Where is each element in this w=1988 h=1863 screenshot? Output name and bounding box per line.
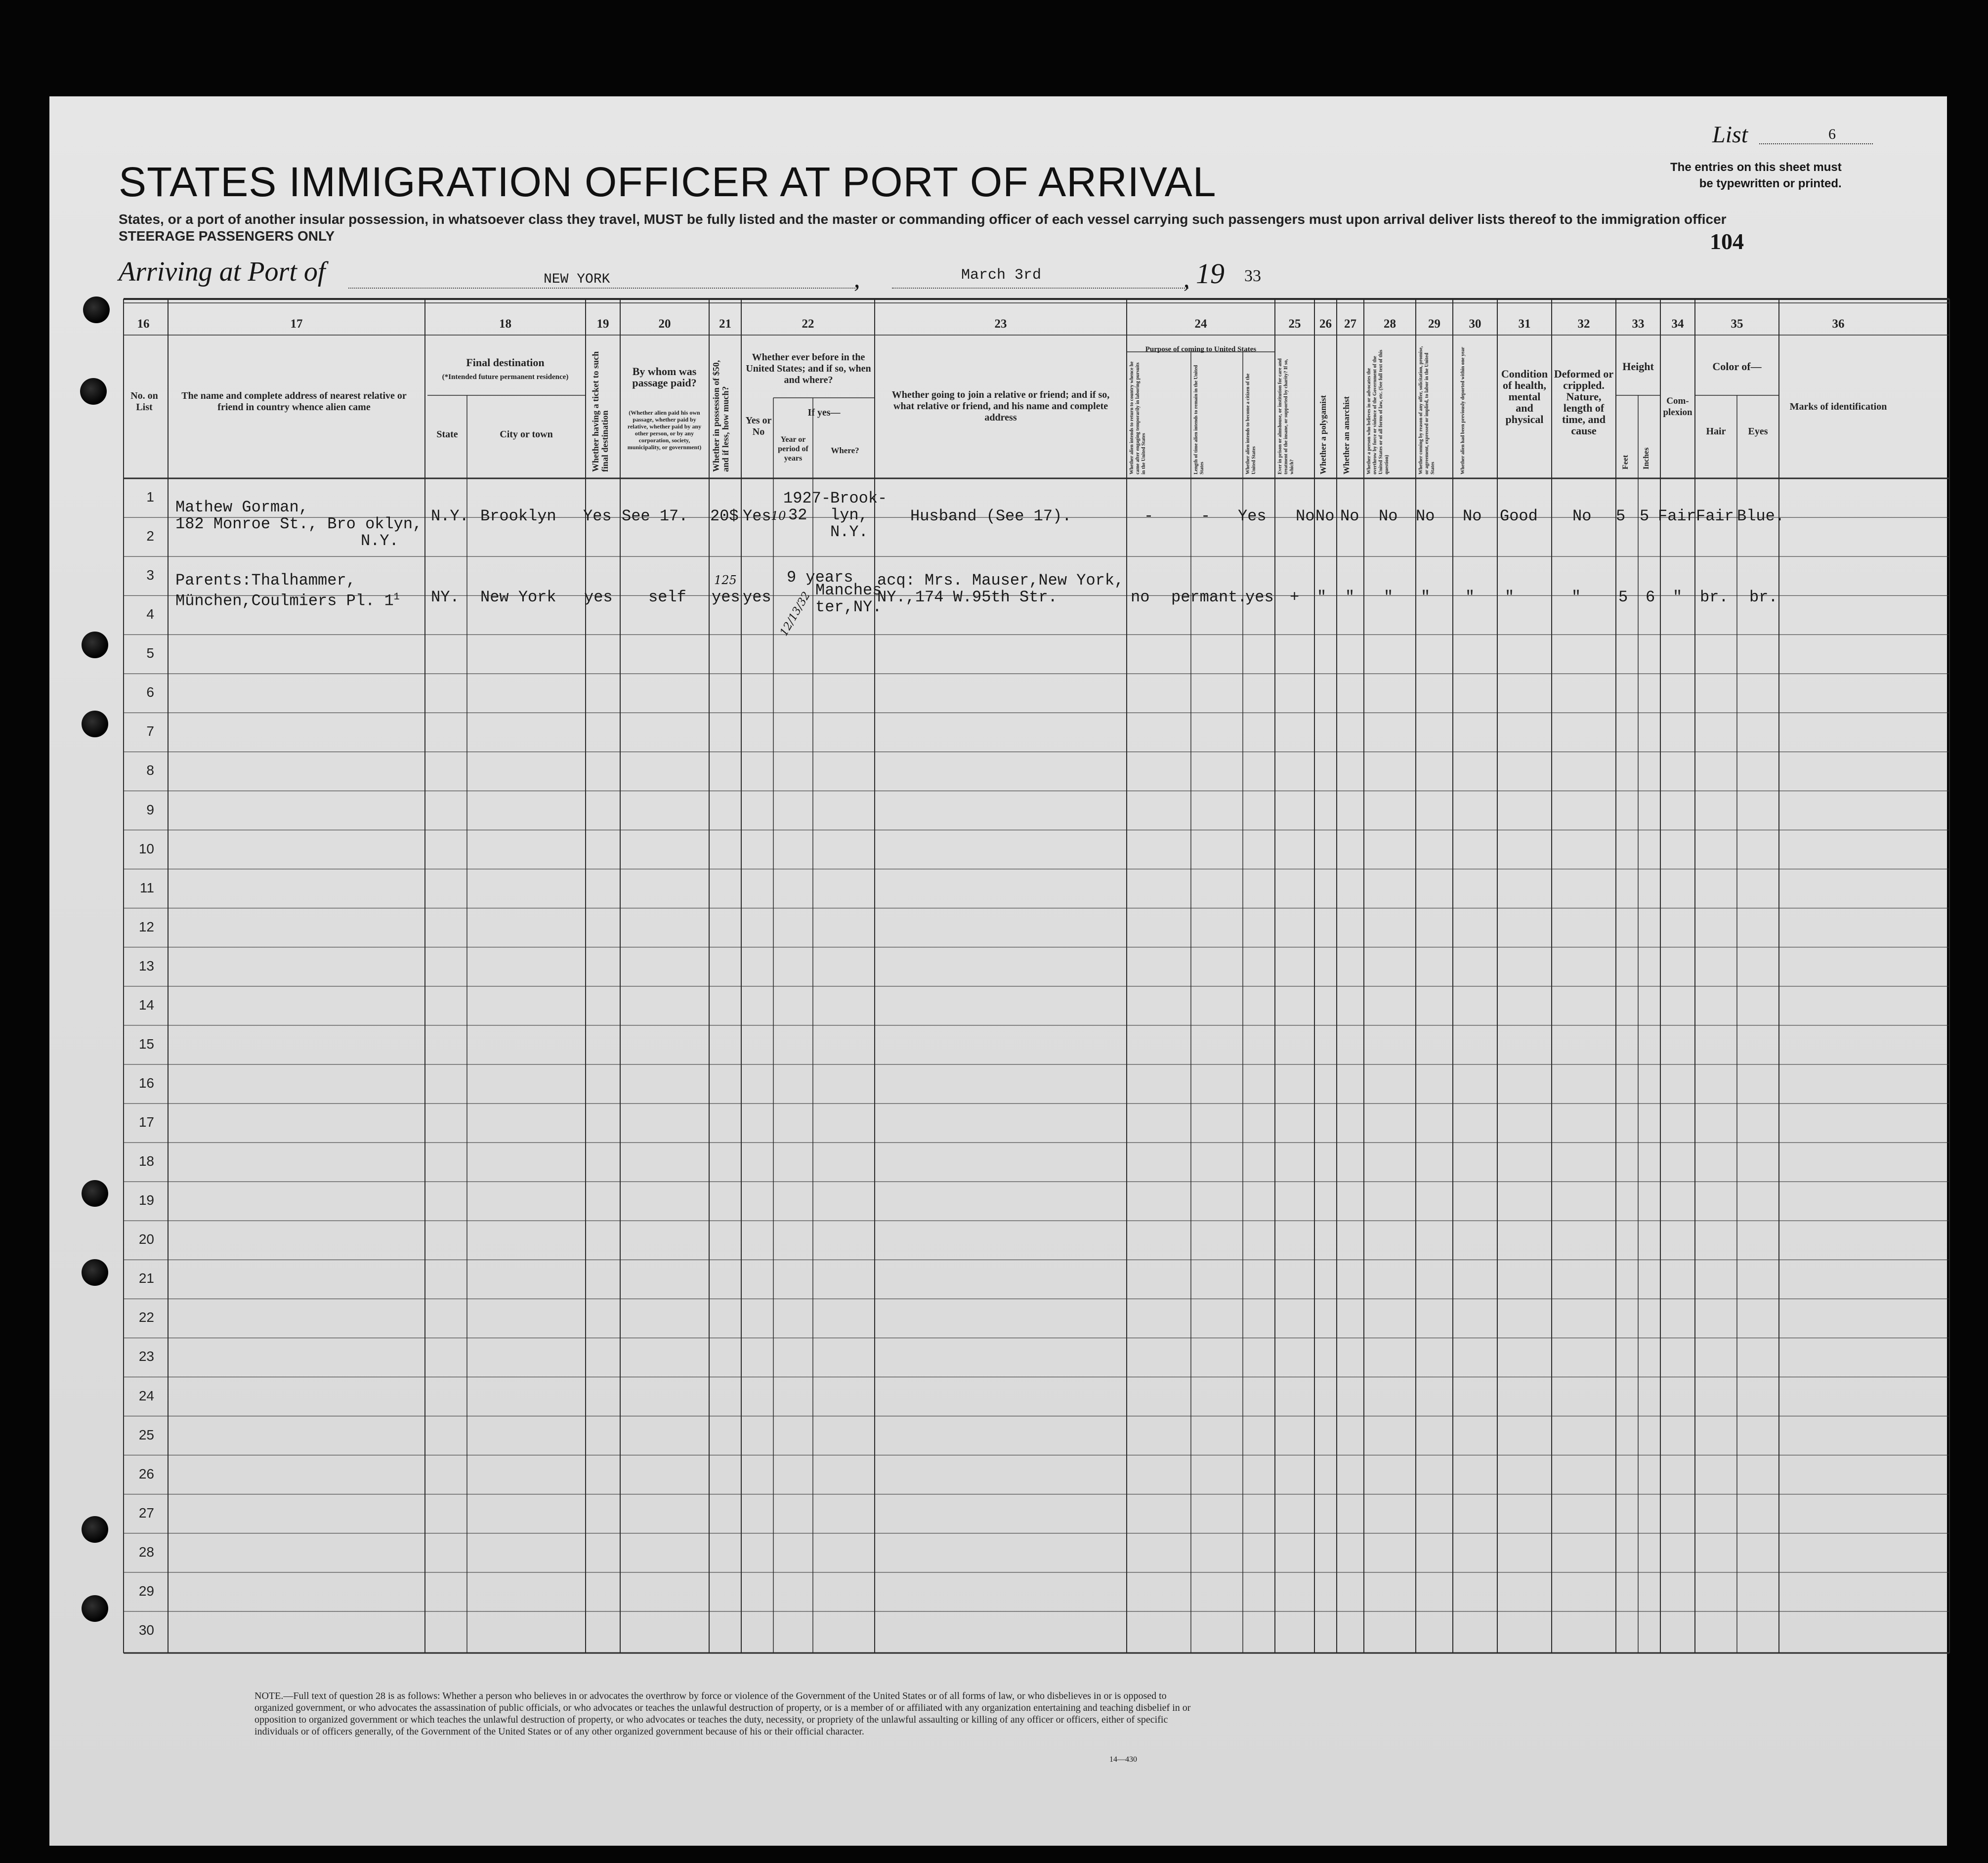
column-number: 24 bbox=[1194, 317, 1207, 331]
subtitle-steerage: STEERAGE PASSENGERS ONLY bbox=[119, 228, 335, 244]
entry-3-hair: br. bbox=[1700, 588, 1729, 606]
column-number: 18 bbox=[499, 317, 511, 331]
header-deformed: Deformed or crippled. Nature, length of time, and cause bbox=[1554, 368, 1614, 437]
entry-1-where-line-3: N.Y. bbox=[830, 523, 868, 541]
entry-1-complexion: Fair bbox=[1658, 507, 1696, 525]
entry-3-joining bbox=[877, 572, 1124, 606]
header-prison: Ever in prison or almshouse, or institution for care and treatment of the insane, or supported by charity? If so, which? bbox=[1277, 358, 1295, 474]
header-height: Height bbox=[1622, 360, 1654, 373]
entry-1-years-line-2: 32 bbox=[788, 506, 807, 524]
column-number: 30 bbox=[1469, 317, 1481, 331]
year-prefix: 19 bbox=[1196, 257, 1225, 290]
entry-1-inches: 5 bbox=[1640, 507, 1650, 525]
row-number: 3 bbox=[146, 567, 154, 583]
entry-3-question-28: " bbox=[1384, 588, 1394, 606]
entry-3-city: New York bbox=[480, 588, 556, 606]
list-label: List bbox=[1712, 122, 1748, 148]
entry-1-where-line-1: Brook- bbox=[830, 489, 888, 508]
entry-3-length-stay: permant. bbox=[1171, 588, 1247, 606]
entry-3-prison: + bbox=[1290, 588, 1300, 606]
entry-1-deported: No bbox=[1463, 507, 1482, 525]
row-number: 21 bbox=[138, 1270, 154, 1286]
entry-1-health: Good bbox=[1500, 507, 1538, 525]
column-number: 25 bbox=[1288, 317, 1301, 331]
entry-3-deformed: " bbox=[1571, 588, 1581, 606]
entry-3-question-29: " bbox=[1421, 588, 1431, 606]
entry-1-city: Brooklyn bbox=[480, 507, 556, 525]
subtitle-line: States, or a port of another insular possession, in whatsoever class they travel, MUST be fully listed and the master or commanding officer of each vessel carrying such passengers must upon arrival deliver lists thereof to the immigration officer bbox=[119, 212, 1727, 227]
entry-1-years bbox=[783, 490, 831, 524]
column-number: 29 bbox=[1428, 317, 1440, 331]
header-passage-paid: By whom was passage paid? bbox=[632, 365, 697, 389]
entry-3-where-line-1: Manches bbox=[815, 581, 882, 599]
entry-3-relative-line-1: Parents:Thalhammer, bbox=[175, 571, 356, 590]
row-number: 30 bbox=[138, 1622, 154, 1638]
entry-1-years-line-1: 1927- bbox=[783, 489, 831, 508]
header-feet: Feet bbox=[1621, 455, 1630, 469]
entry-1-eyes: Blue. bbox=[1737, 507, 1785, 525]
entry-3-purpose-return: no bbox=[1131, 588, 1150, 606]
row-number: 16 bbox=[138, 1075, 154, 1091]
entry-1-hair: Fair bbox=[1696, 507, 1734, 525]
header-yes-no: Yes or No bbox=[745, 415, 772, 437]
entry-3-passage-paid: self bbox=[648, 588, 686, 606]
header-complexion: Com- plexion bbox=[1663, 396, 1692, 418]
entry-3-relative-superscript: 1 bbox=[393, 592, 400, 603]
entry-3-joining-line-1: acq: Mrs. Mauser,New York, bbox=[877, 571, 1124, 590]
row-number: 24 bbox=[138, 1388, 154, 1403]
header-purpose: Purpose of coming to United States bbox=[1145, 345, 1257, 353]
entry-1-purpose-return: - bbox=[1144, 507, 1154, 525]
row-number: 8 bbox=[146, 762, 154, 778]
entry-3-anarchist: " bbox=[1345, 588, 1355, 606]
row-number: 25 bbox=[138, 1427, 154, 1442]
entry-3-joining-line-2: NY.,174 W.95th Str. bbox=[877, 588, 1057, 606]
row-number: 7 bbox=[146, 723, 154, 739]
entry-3-years: 9 years bbox=[787, 568, 853, 587]
entry-1-relative-line-3: N.Y. bbox=[361, 532, 399, 550]
column-number: 36 bbox=[1832, 317, 1845, 331]
row-number: 26 bbox=[138, 1466, 154, 1482]
arriving-label: Arriving at Port of bbox=[119, 256, 326, 287]
header-purpose-return: Whether alien intends to return to country whence he came after engaging temporarily in laboring pursuits in the United States bbox=[1129, 361, 1146, 474]
typewriter-note-line-2: be typewritten or printed. bbox=[1699, 177, 1842, 190]
row-number: 10 bbox=[138, 841, 154, 856]
header-question-29: Whether coming by reason of any offer, solicitation, promise, or agreement, expressed or implied, to labor in the United States bbox=[1418, 346, 1436, 474]
entry-3-where bbox=[815, 582, 882, 616]
entry-1-citizen: Yes bbox=[1238, 507, 1267, 525]
row-number: 18 bbox=[138, 1153, 154, 1169]
header-final-destination-note: (*Intended future permanent residence) bbox=[442, 373, 569, 381]
entry-1-anarchist: No bbox=[1340, 507, 1359, 525]
sheet-number: 104 bbox=[1710, 229, 1744, 254]
row-number: 9 bbox=[146, 802, 154, 817]
header-state: State bbox=[436, 429, 458, 440]
header-hair: Hair bbox=[1706, 426, 1726, 437]
row-number: 17 bbox=[138, 1114, 154, 1130]
row-number: 1 bbox=[146, 489, 154, 505]
entry-3-feet: 5 bbox=[1618, 588, 1628, 606]
row-number: 11 bbox=[139, 880, 154, 895]
row-number: 14 bbox=[138, 997, 154, 1013]
entry-1-relative bbox=[175, 499, 422, 550]
entry-3-deported: " bbox=[1465, 588, 1475, 606]
header-where: Where? bbox=[831, 446, 859, 455]
list-number: 6 bbox=[1828, 126, 1836, 142]
entry-3-before-in-us: yes bbox=[743, 588, 771, 606]
row-number: 4 bbox=[146, 606, 154, 622]
column-number: 21 bbox=[719, 317, 731, 331]
entry-1-where bbox=[830, 490, 887, 541]
entry-3-inches: 6 bbox=[1646, 588, 1655, 606]
column-number: 31 bbox=[1518, 317, 1531, 331]
typewriter-note-line-1: The entries on this sheet must bbox=[1670, 161, 1842, 174]
handwritten-money-mark: 10 bbox=[771, 509, 786, 523]
entry-1-question-29: No bbox=[1416, 507, 1435, 525]
entry-1-polygamist: No bbox=[1315, 507, 1335, 525]
entry-1-relative-line-2: 182 Monroe St., Bro oklyn, bbox=[175, 515, 423, 533]
column-number: 27 bbox=[1344, 317, 1356, 331]
entry-3-where-line-2: ter,NY. bbox=[815, 598, 882, 616]
row-number: 5 bbox=[146, 645, 154, 661]
row-number: 6 bbox=[146, 684, 154, 700]
entry-1-before-in-us: Yes bbox=[743, 507, 771, 525]
row-number: 12 bbox=[138, 919, 154, 934]
entry-3-money: yes bbox=[712, 588, 740, 606]
header-deported: Whether alien had been previously deported within one year bbox=[1460, 347, 1466, 474]
entry-1-relative-line-1: Mathew Gorman, bbox=[175, 498, 308, 516]
entry-3-eyes: br. bbox=[1749, 588, 1778, 606]
column-number: 34 bbox=[1671, 317, 1684, 331]
header-eyes: Eyes bbox=[1748, 426, 1768, 437]
header-joining: Whether going to join a relative or friend; and if so, what relative or friend, and his name and complete address bbox=[891, 389, 1110, 423]
entry-1-ticket: Yes bbox=[583, 507, 612, 525]
row-number: 27 bbox=[138, 1505, 154, 1521]
column-number: 22 bbox=[802, 317, 814, 331]
entry-1-where-line-2: lyn, bbox=[830, 506, 868, 524]
header-color-of: Color of— bbox=[1712, 360, 1762, 373]
entry-1-joining: Husband (See 17). bbox=[910, 507, 1072, 525]
entry-3-polygamist: " bbox=[1317, 588, 1327, 606]
header-question-28: Whether a person who believes in or advocates the overthrow by force or violence of the Government of the United States or of all forms of law, etc. (See full text of this question) bbox=[1366, 349, 1390, 474]
entry-3-relative-address: München,Coulmiers Pl. 1 bbox=[175, 592, 394, 610]
header-money: Whether in possession of $50, and if less, how much? bbox=[711, 360, 730, 472]
column-number: 28 bbox=[1384, 317, 1396, 331]
form-number: 14—430 bbox=[1109, 1755, 1137, 1764]
entry-3-relative bbox=[175, 572, 400, 610]
header-passage-paid-note: (Whether alien paid his own passage, whether paid by relative, whether paid by any other person, or by any corporation, society, municipality, or government) bbox=[627, 409, 702, 451]
header-years: Year or period of years bbox=[778, 435, 808, 463]
header-final-destination: Final destination bbox=[466, 356, 545, 369]
entry-1-deformed: No bbox=[1572, 507, 1592, 525]
row-number: 22 bbox=[138, 1310, 154, 1325]
header-nearest-relative: The name and complete address of nearest relative or friend in country whence alien came bbox=[181, 390, 407, 413]
header-ticket: Whether having a ticket to such final destination bbox=[591, 351, 610, 472]
header-citizen: Whether alien intends to become a citizen of the United States bbox=[1245, 373, 1257, 474]
entry-3-complexion: " bbox=[1673, 588, 1683, 606]
header-before-in-us: Whether ever before in the United States; and if so, when and where? bbox=[746, 352, 871, 385]
entry-1-feet: 5 bbox=[1616, 507, 1626, 525]
header-inches: Inches bbox=[1642, 447, 1650, 469]
row-number: 28 bbox=[138, 1544, 154, 1560]
year-suffix: 33 bbox=[1244, 267, 1261, 285]
column-number: 35 bbox=[1731, 317, 1743, 331]
header-if-yes: If yes— bbox=[807, 407, 841, 418]
header-marks: Marks of identification bbox=[1789, 401, 1887, 412]
header-polygamist: Whether a polygamist bbox=[1318, 395, 1328, 474]
date-value: March 3rd bbox=[961, 267, 1042, 284]
row-number: 19 bbox=[138, 1192, 154, 1208]
entry-3-health: " bbox=[1505, 588, 1515, 606]
entry-1-prison: No bbox=[1296, 507, 1315, 525]
port-value: NEW YORK bbox=[544, 272, 610, 287]
column-number: 23 bbox=[994, 317, 1007, 331]
entry-3-state: NY. bbox=[431, 588, 460, 606]
row-number: 20 bbox=[138, 1231, 154, 1247]
row-number: 2 bbox=[146, 528, 154, 544]
row-number: 23 bbox=[138, 1349, 154, 1364]
row-number: 15 bbox=[138, 1036, 154, 1052]
entry-1-question-28: No bbox=[1379, 507, 1398, 525]
entry-1-length-stay: - bbox=[1201, 507, 1211, 525]
column-number: 33 bbox=[1632, 317, 1645, 331]
column-number: 17 bbox=[290, 317, 303, 331]
column-number: 16 bbox=[137, 317, 150, 331]
footer-note: NOTE.—Full text of question 28 is as follows: Whether a person who believes in or advocates the overthrow by force or violence of the Government of the United States or of all forms of law, or who disbelieves in or is opposed to organized government, or who advocates the assassination of public officials, or who advocates or teaches the unlawful destruction of property, or is a member of or affiliated with any organization entertaining and teaching disbelief in or opposition to organized government or which teaches the unlawful destruction of property, or who advocates or teaches the duty, necessity, or propriety of the unlawful assaulting or killing of any officer or officers, either of specific individuals or of officers generally, of the Government of the United States or of any other organized government because of his or their official character. bbox=[254, 1691, 1191, 1737]
row-number: 29 bbox=[138, 1583, 154, 1599]
handwritten-date-mark: 12/13/32 bbox=[777, 590, 813, 638]
column-number: 19 bbox=[596, 317, 609, 331]
column-number: 20 bbox=[658, 317, 671, 331]
comma-separator: , bbox=[1184, 265, 1190, 293]
entry-3-citizen: yes bbox=[1245, 588, 1274, 606]
handwritten-money-mark: 125 bbox=[714, 573, 737, 587]
page-title: STATES IMMIGRATION OFFICER AT PORT OF ARRIVAL bbox=[119, 159, 1217, 205]
row-number: 13 bbox=[138, 958, 154, 974]
entry-3-ticket: yes bbox=[584, 588, 613, 606]
header-city: City or town bbox=[500, 429, 553, 440]
column-number: 26 bbox=[1319, 317, 1332, 331]
header-list-number: No. on List bbox=[130, 390, 158, 413]
entry-3-relative-line-2 bbox=[175, 589, 400, 610]
header-anarchist: Whether an anarchist bbox=[1342, 396, 1351, 474]
comma-separator: , bbox=[854, 265, 860, 293]
header-length-stay: Length of time alien intends to remain in the United States bbox=[1193, 365, 1205, 474]
column-number: 32 bbox=[1577, 317, 1590, 331]
entry-1-money: 20$ bbox=[710, 507, 739, 525]
header-health: Condition of health, mental and physical bbox=[1501, 368, 1548, 425]
entry-1-state: N.Y. bbox=[431, 507, 469, 525]
entry-1-passage-paid: See 17. bbox=[622, 507, 688, 525]
